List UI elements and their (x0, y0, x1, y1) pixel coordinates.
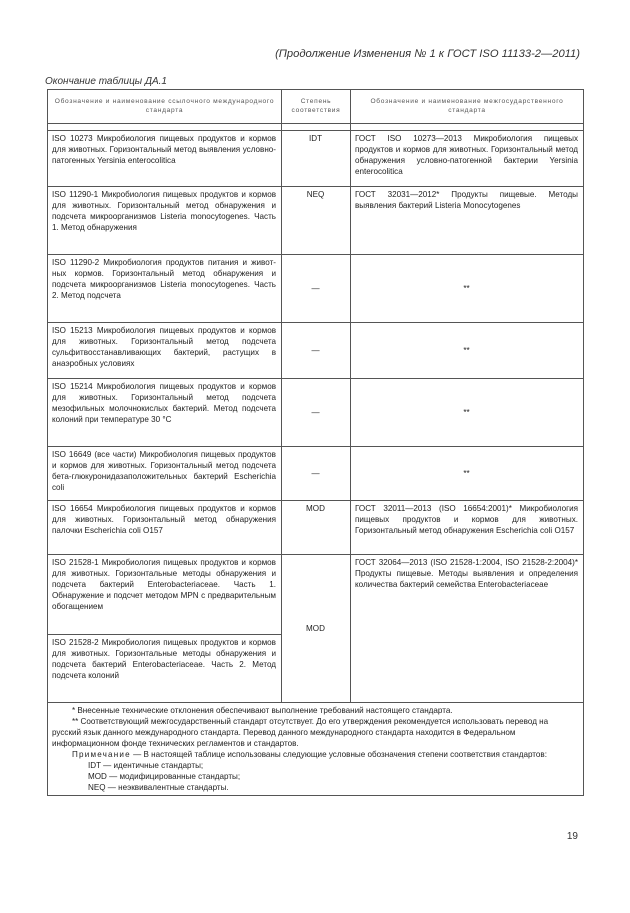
note (52, 749, 578, 760)
national-standard-cell: ** (351, 255, 584, 323)
column-header: Степень соответствия (282, 90, 351, 124)
degree-cell: MOD (282, 555, 351, 703)
footnote-absent: ** Соответствующий межгосударственный стандарт отсутствует. До его утверждения рекомендуется использовать перевод на русский язык данного международного стандарта. Перевод данного международного стандарта находится в Федеральном информационном фонде технических регламентов и стандартов. (52, 717, 549, 748)
intl-standard-cell: ISO 11290-1 Микробиология пищевых продуктов и кормов для животных. Горизонтальный метод обнаружения и подсчета микроорганизмов Listeria monocytogenes. Часть 1. Метод обнаружения (48, 187, 282, 255)
intl-standard-cell: ISO 10273 Микробиология пищевых продуктов и кормов для животных. Горизонтальный метод выявления условно-патогенных Yersinia enterocolitica (48, 131, 282, 187)
national-standard-cell: ** (351, 447, 584, 501)
table-row (48, 501, 584, 555)
note-label: Примечание (72, 750, 131, 759)
degree-cell: — (282, 379, 351, 447)
national-standard-cell: ** (351, 323, 584, 379)
intl-standard-cell: ISO 21528-1 Микробиология пищевых продуктов и кормов для животных. Горизонтальные методы обнаружения и подсчета бактерий Enterobacteriaceae. Часть 1. Обнаружение и подсчет методом MPN с предварительным обогащением (48, 555, 282, 635)
legend-mod: MOD — модифицированные стандарты; (88, 772, 241, 781)
national-standard-cell: ГОСТ 32064—2013 (ISO 21528-1:2004, ISO 21528-2:2004)* Продукты пищевые. Методы выявления и определения количества бактерий семейства Enterobacteriaceae (351, 555, 584, 703)
intl-standard-cell: ISO 16649 (все части) Микробиология пищевых продуктов и кормов для животных. Горизонтальный метод подсчета бета-глюкуронидазаположительных бактерий Escherichia coli (48, 447, 282, 501)
intl-standard-cell: ISO 15213 Микробиология пищевых продуктов и кормов для животных. Горизонтальный метод подсчета сульфитвосстанавливающих бактерий, растущих в анаэробных условиях (48, 323, 282, 379)
legend-neq: NEQ — неэквивалентные стандарты. (88, 783, 229, 792)
intl-standard-cell: ISO 21528-2 Микробиология пищевых продуктов и кормов для животных. Горизонтальные методы обнаружения и подсчета бактерий Enterobacteriaceae. Часть 2. Метод подсчета колоний (48, 635, 282, 703)
national-standard-cell: ** (351, 379, 584, 447)
column-header: Обозначение и наименование межгосударственного стандарта (351, 90, 584, 124)
note-text: — В настоящей таблице использованы следующие условные обозначения степени соответствия стандартов: (130, 750, 547, 759)
table-row (48, 447, 584, 501)
degree-cell: MOD (282, 501, 351, 555)
degree-cell: — (282, 255, 351, 323)
degree-cell: — (282, 323, 351, 379)
national-standard-cell: ГОСТ 32031—2012* Продукты пищевые. Методы выявления бактерий Listeria Monocytogenes (351, 187, 584, 255)
table-row (48, 323, 584, 379)
table-row (48, 555, 584, 635)
national-standard-cell: ГОСТ ISO 10273—2013 Микробиология пищевых продуктов и кормов для животных. Горизонтальный метод обнаружения условно-патогенной бактерии Yersinia enterocolitica (351, 131, 584, 187)
degree-cell: NEQ (282, 187, 351, 255)
intl-standard-cell: ISO 11290-2 Микробиология продуктов питания и животных кормов. Горизонтальный метод обнаружения и подсчета микроорганизмов Listeria monocytogenes. Часть 2. Метод подсчета (48, 255, 282, 323)
footnote-deviations: * Внесенные технические отклонения обеспечивают выполнение требований настоящего стандарта. (72, 706, 453, 715)
table-caption: Окончание таблицы ДА.1 (45, 76, 167, 87)
national-standard-cell: ГОСТ 32011—2013 (ISO 16654:2001)* Микробиология пищевых продуктов и кормов для животных. Горизонтальный метод обнаружения Escherichia coli О157 (351, 501, 584, 555)
table-row (48, 379, 584, 447)
running-title: (Продолжение Изменения № 1 к ГОСТ ISO 11133-2—2011) (275, 48, 580, 60)
standards-table (47, 89, 584, 796)
legend-idt: IDT — идентичные стандарты; (88, 761, 204, 770)
column-header: Обозначение и наименование ссылочного международного стандарта (48, 90, 282, 124)
notes-cell (48, 703, 584, 796)
intl-standard-cell: ISO 16654 Микробиология пищевых продуктов и кормов для животных. Горизонтальный метод обнаружения палочки Escherichia coli О157 (48, 501, 282, 555)
table-row (48, 255, 584, 323)
degree-cell: — (282, 447, 351, 501)
table-row (48, 131, 584, 187)
intl-standard-cell: ISO 15214 Микробиология пищевых продуктов и кормов для животных. Горизонтальный метод подсчета мезофильных молочнокислых бактерий. Метод подсчета колоний при температуре 30 °С (48, 379, 282, 447)
table-header-row (48, 90, 584, 124)
page-number: 19 (566, 831, 578, 842)
notes-row (48, 703, 584, 796)
header-gap-row (48, 124, 584, 131)
degree-cell: IDT (282, 131, 351, 187)
table-row (48, 187, 584, 255)
